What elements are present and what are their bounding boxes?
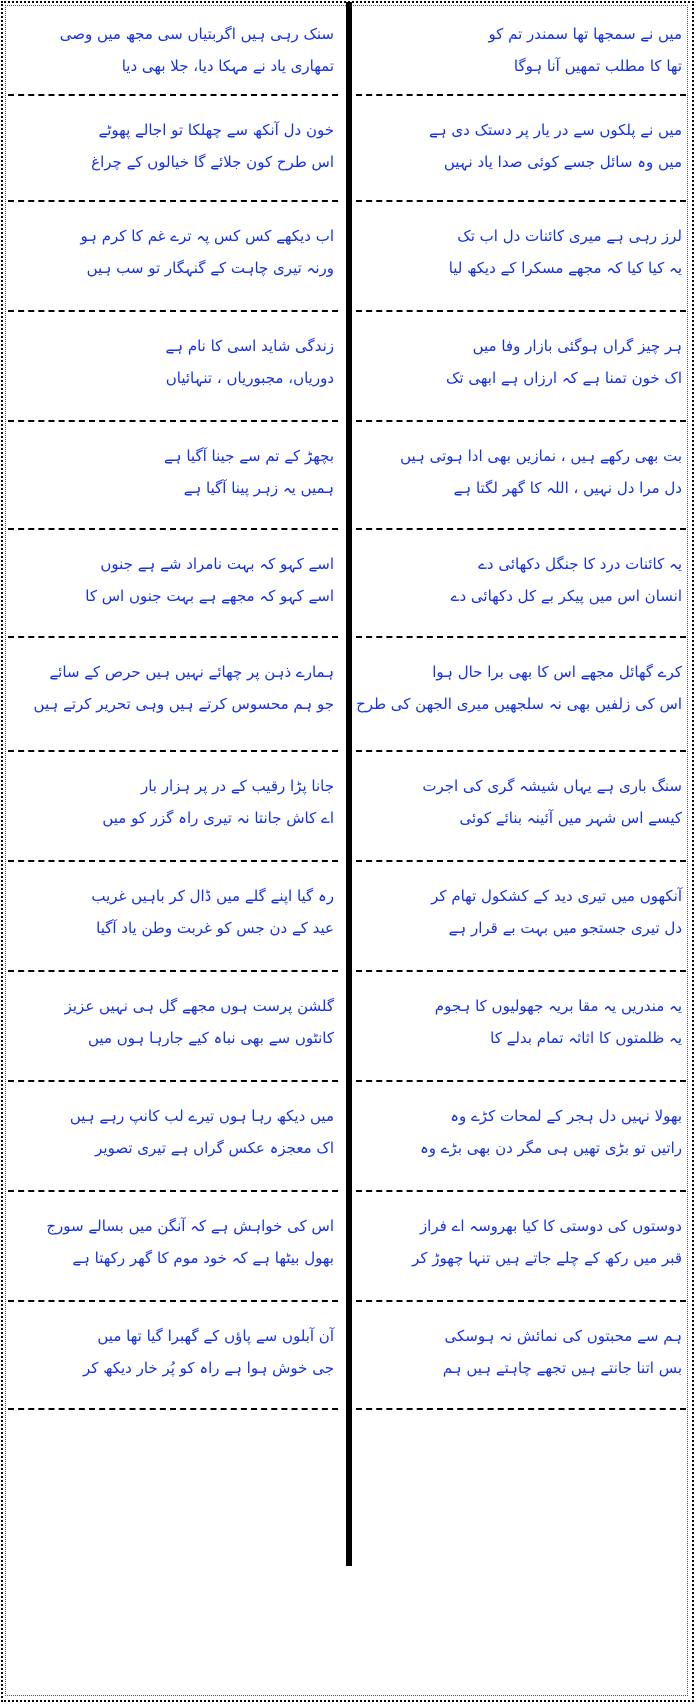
couplet (8, 1084, 338, 1194)
couplet (356, 640, 686, 754)
couplet-line-1: میں دیکھ رہا ہوں تیرے لب کانپ رہے ہیں (69, 1107, 334, 1125)
dashed-separator (356, 528, 686, 530)
couplet-line-2: کیسے اس شہر میں آئینہ بنائے کوئی (459, 809, 682, 827)
couplet-line-2: دل مرا دل نہیں ، اللہ کا گھر لگتا ہے (453, 479, 682, 497)
couplet-line-2: اے کاش جانتا نہ تیری راہ گزر کو میں (102, 809, 334, 827)
couplet-line-2: کانٹوں سے بھی نباہ کیے جارہا ہوں میں (88, 1029, 334, 1047)
couplet-line-1: ہمارے ذہن پر چھائے نہیں ہیں حرص کے سائے (49, 663, 334, 681)
couplet-line-1: ہر چیز گراں ہوگئی بازار وفا میں (472, 337, 682, 355)
couplet (8, 98, 338, 204)
couplet-line-2: بھول بیٹھا ہے کہ خود موم کا گھر رکھتا ہے (72, 1249, 334, 1267)
dashed-separator (8, 94, 338, 96)
dashed-separator (8, 420, 338, 422)
couplet-line-2: اس کی زلفیں بھی نہ سلجھیں میری الجھن کی طرح (356, 695, 682, 713)
couplet-line-2: یہ ظلمتوں کا اثاثہ تمام بدلے کا (490, 1029, 682, 1047)
couplet (8, 204, 338, 314)
couplet-line-1: ہم سے محبتوں کی نمائش نہ ہوسکی (444, 1327, 682, 1345)
couplet-line-2: دل تیری جستجو میں بہت بے قرار ہے (448, 919, 682, 937)
couplet (8, 1304, 338, 1412)
couplet-line-1: زندگی شاید اسی کا نام ہے (165, 337, 334, 355)
couplet-line-1: یہ مندریں یہ مقا بریہ جھولیوں کا ہجوم (434, 997, 682, 1015)
left-column (8, 0, 338, 1564)
couplet-line-2: جی خوش ہوا ہے راہ کو پُر خار دیکھ کر (83, 1359, 334, 1377)
dashed-separator (356, 1080, 686, 1082)
couplet-line-1: آنکھوں میں تیری دید کے کشکول تھام کر (431, 887, 682, 905)
couplet-line-2: میں وہ سائل جسے کوئی صدا یاد نہیں (443, 153, 682, 171)
couplet (8, 314, 338, 424)
couplet-line-2: ہمیں یہ زہر پینا آگیا ہے (183, 479, 334, 497)
couplet-line-2: جو ہم محسوس کرتے ہیں وہی تحریر کرتے ہیں (33, 695, 334, 713)
couplet (8, 640, 338, 754)
couplet-line-1: یہ کائنات درد کا جنگل دکھائی دے (478, 555, 682, 573)
couplet-line-1: دوستوں کی دوستی کا کیا بھروسہ اے فراز (419, 1217, 682, 1235)
couplet (8, 532, 338, 640)
couplet-line-1: بھولا نہیں دل ہجر کے لمحات کڑے وہ (450, 1107, 682, 1125)
couplet-line-1: میں نے سمجھا تھا سمندر تم کو (488, 25, 682, 43)
dashed-separator (356, 636, 686, 638)
dashed-separator (356, 1190, 686, 1192)
couplet (8, 864, 338, 974)
couplet (356, 532, 686, 640)
couplet-line-2: عید کے دن جس کو غربت وطن یاد آگیا (96, 919, 334, 937)
couplet (356, 424, 686, 532)
couplet-line-2: دوریاں، مجبوریاں ، تنہائیاں (165, 369, 334, 387)
dashed-separator (8, 970, 338, 972)
couplet (356, 864, 686, 974)
couplet-line-2: انسان اس میں پیکر بے کل دکھائی دے (450, 587, 682, 605)
dashed-separator (8, 1190, 338, 1192)
dashed-separator (8, 528, 338, 530)
couplet (356, 314, 686, 424)
couplet-line-1: رہ گیا اپنے گلے میں ڈال کر باہیں غریب (91, 887, 334, 905)
couplet-line-1: اب دیکھے کس کس پہ ترے غم کا کرم ہو (80, 227, 334, 245)
couplet-line-2: اک معجزہ عکس گراں ہے تیری تصویر (95, 1139, 334, 1157)
dashed-separator (356, 200, 686, 202)
column-divider (346, 2, 352, 1566)
dashed-separator (356, 860, 686, 862)
couplet-line-1: اسے کہو کہ بہت نامراد شے ہے جنوں (100, 555, 334, 573)
couplet-line-2: بس اتنا جانتے ہیں تجھے چاہتے ہیں ہم (442, 1359, 682, 1377)
dashed-separator (356, 1300, 686, 1302)
dashed-separator (356, 1408, 686, 1410)
couplet (356, 2, 686, 98)
couplet-line-1: میں نے پلکوں سے در یار پر دستک دی ہے (429, 121, 682, 139)
couplet (8, 424, 338, 532)
couplet-line-1: گلشن پرست ہوں مجھے گل ہی نہیں عزیز (64, 997, 334, 1015)
couplet-line-1: سنک رہی ہیں اگربتیاں سی مجھ میں وصی (59, 25, 334, 43)
couplet-line-1: بچھڑ کے تم سے جینا آگیا ہے (164, 447, 334, 465)
couplet (356, 754, 686, 864)
couplet-line-1: سنگ باری ہے یہاں شیشہ گری کی اجرت (422, 777, 682, 795)
couplet-line-1: لرز رہی ہے میری کائنات دل اب تک (457, 227, 682, 245)
dashed-separator (356, 970, 686, 972)
couplet-line-2: تھا کا مطلب تمھیں آنا ہوگا (513, 57, 682, 75)
dashed-separator (356, 310, 686, 312)
couplet (8, 754, 338, 864)
couplet (356, 1084, 686, 1194)
couplet-line-1: کرے گھائل مجھے اس کا بھی برا حال ہوا (432, 663, 682, 681)
couplet-line-2: اس طرح کون جلائے گا خیالوں کے چراغ (91, 153, 334, 171)
couplet-line-1: خون دل آنکھ سے چھلکا تو اجالے پھوٹے (98, 121, 334, 139)
couplet-line-1: جانا پڑا رقیب کے در پر ہزار بار (140, 777, 334, 795)
dashed-separator (8, 636, 338, 638)
dashed-separator (8, 1080, 338, 1082)
dashed-separator (8, 1408, 338, 1410)
dashed-separator (8, 860, 338, 862)
dashed-separator (356, 94, 686, 96)
dashed-separator (8, 310, 338, 312)
couplet-line-2: یہ کیا کیا کہ مجھے مسکرا کے دیکھ لیا (448, 259, 682, 277)
couplet-line-2: اک خون تمنا ہے کہ ارزاں ہے ابھی تک (445, 369, 682, 387)
right-column (356, 0, 686, 1564)
couplet-line-2: اسے کہو کہ مجھے ہے بہت جنوں اس کا (85, 587, 334, 605)
couplet (356, 1304, 686, 1412)
couplet (8, 2, 338, 98)
couplet-line-1: بت بھی رکھے ہیں ، نمازیں بھی ادا ہوتی ہیں (400, 447, 682, 465)
dashed-separator (356, 420, 686, 422)
couplet-line-1: آن آبلوں سے پاؤں کے گھبرا گیا تھا میں (97, 1327, 334, 1345)
dashed-separator (356, 750, 686, 752)
couplet-line-2: تمھاری یاد نے مہکا دیا، جلا بھی دیا (121, 57, 334, 75)
couplet (8, 974, 338, 1084)
couplet-line-2: ورنہ تیری چاہت کے گنہگار تو سب ہیں (86, 259, 334, 277)
couplet (356, 98, 686, 204)
dashed-separator (8, 1300, 338, 1302)
couplet (356, 1194, 686, 1304)
couplet (356, 204, 686, 314)
couplet (356, 974, 686, 1084)
couplet-line-2: راتیں تو بڑی تھیں ہی مگر دن بھی بڑے وہ (419, 1139, 682, 1157)
empty-area (8, 1566, 691, 1696)
couplet-line-1: اس کی خواہش ہے کہ آنگن میں بسالے سورج (46, 1217, 334, 1235)
couplet-line-2: قبر میں رکھ کے چلے جاتے ہیں تنہا چھوڑ کر (412, 1249, 682, 1267)
dashed-separator (8, 200, 338, 202)
dashed-separator (8, 750, 338, 752)
couplet (8, 1194, 338, 1304)
